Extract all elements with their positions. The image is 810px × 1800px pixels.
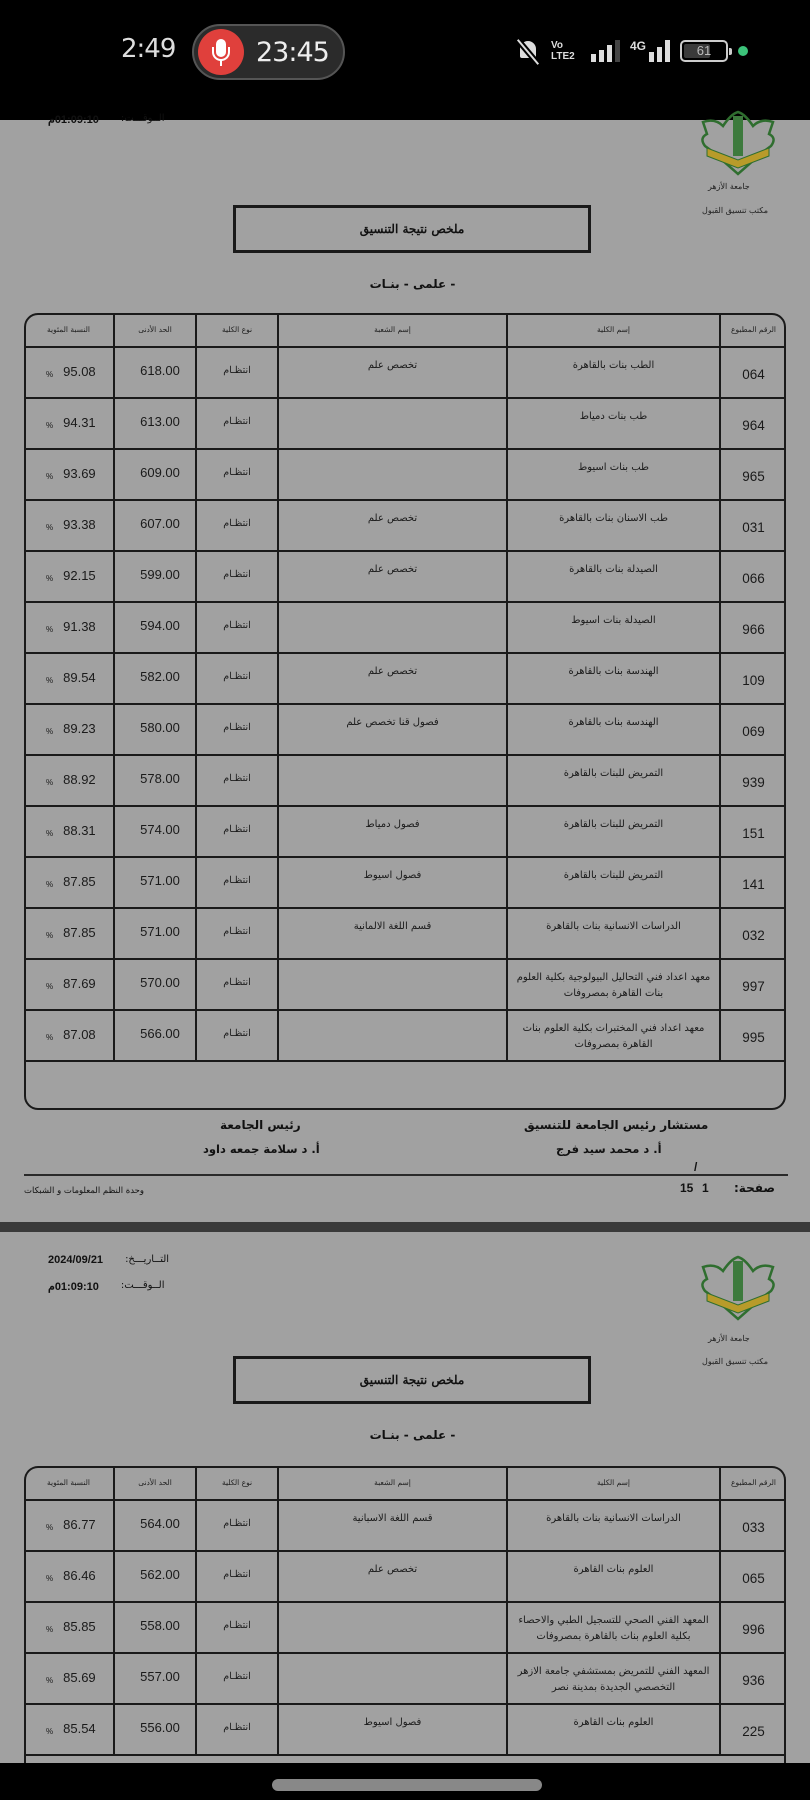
time-label: الــوقـــت: xyxy=(120,1280,165,1291)
cell-min: 599.00 xyxy=(114,551,196,602)
table-row xyxy=(24,1704,786,1755)
cell-min: 571.00 xyxy=(114,908,196,959)
page-total: 15 xyxy=(680,1181,694,1195)
cell-code: 141 xyxy=(720,857,786,908)
cell-min: 582.00 xyxy=(114,653,196,704)
cell-dept: تخصص علم xyxy=(278,500,507,551)
cell-type: انتظـام xyxy=(196,500,278,551)
cell-min: 566.00 xyxy=(114,1010,196,1061)
report-title: ملخص نتيجة التنسيق xyxy=(233,1356,591,1404)
table-row xyxy=(24,500,786,551)
cell-pct xyxy=(24,500,114,551)
table-row xyxy=(24,653,786,704)
cell-type: انتظـام xyxy=(196,908,278,959)
cell-college: التمريض للبنات بالقاهرة xyxy=(507,755,720,806)
column-header-code: الرقم المطبوع xyxy=(720,1466,786,1500)
office-name: مكتب تنسيق القبول xyxy=(702,1357,768,1366)
cell-pct xyxy=(24,1704,114,1755)
cell-pct xyxy=(24,1551,114,1602)
percent-sign: % xyxy=(46,931,54,940)
cell-code: 939 xyxy=(720,755,786,806)
cell-code: 936 xyxy=(720,1653,786,1704)
signal-4g-icon xyxy=(630,40,670,62)
cell-dept xyxy=(278,602,507,653)
cell-college: الصيدلة بنات بالقاهرة xyxy=(507,551,720,602)
cell-type: انتظـام xyxy=(196,347,278,398)
column-header-type: نوع الكلية xyxy=(196,1466,278,1500)
cell-min: 571.00 xyxy=(114,857,196,908)
signal-icon xyxy=(591,40,620,62)
cell-type: انتظـام xyxy=(196,959,278,1010)
cell-dept xyxy=(278,1010,507,1061)
signature-name-president: أ. د سلامة جمعه داود xyxy=(203,1142,320,1156)
column-header-college: إسم الكلية xyxy=(507,1466,720,1500)
percent-sign: % xyxy=(46,1033,54,1042)
percent-sign: % xyxy=(46,472,54,481)
cell-dept xyxy=(278,449,507,500)
mic-icon xyxy=(198,29,244,75)
table-row xyxy=(24,1500,786,1551)
cell-dept: تخصص علم xyxy=(278,653,507,704)
cell-pct xyxy=(24,653,114,704)
percent-value: 89.54 xyxy=(63,670,96,685)
percent-value: 88.31 xyxy=(63,823,96,838)
cell-pct xyxy=(24,755,114,806)
page-current: 1 xyxy=(702,1181,709,1195)
cell-min: 609.00 xyxy=(114,449,196,500)
table-row xyxy=(24,1010,786,1061)
cell-dept xyxy=(278,959,507,1010)
page-label: صفحة: xyxy=(734,1181,775,1195)
cell-code: 151 xyxy=(720,806,786,857)
page-slash: / xyxy=(694,1160,698,1174)
cell-dept: فصول دمياط xyxy=(278,806,507,857)
clock: 2:49 xyxy=(121,34,176,64)
footer-unit: وحدة النظم المعلومات و الشبكات xyxy=(24,1186,145,1196)
cell-min: 607.00 xyxy=(114,500,196,551)
percent-sign: % xyxy=(46,625,54,634)
cell-min: 558.00 xyxy=(114,1602,196,1653)
cell-code: 069 xyxy=(720,704,786,755)
percent-sign: % xyxy=(46,370,54,379)
cell-dept: فصول اسيوط xyxy=(278,1704,507,1755)
results-table xyxy=(24,1466,786,1756)
cell-code: 066 xyxy=(720,551,786,602)
table-row xyxy=(24,959,786,1010)
cell-code: 033 xyxy=(720,1500,786,1551)
percent-value: 85.85 xyxy=(63,1619,96,1634)
cell-dept xyxy=(278,1602,507,1653)
cell-code: 225 xyxy=(720,1704,786,1755)
percent-sign: % xyxy=(46,421,54,430)
cell-dept: قسم اللغة الاسبانية xyxy=(278,1500,507,1551)
cell-pct xyxy=(24,704,114,755)
cell-college: الهندسة بنات بالقاهرة xyxy=(507,704,720,755)
cell-type: انتظـام xyxy=(196,1500,278,1551)
percent-value: 85.69 xyxy=(63,1670,96,1685)
al-azhar-logo-icon xyxy=(693,112,783,184)
cell-college: معهد اعداد فني المختبرات بكلية العلوم بنات القاهرة بمصروفات xyxy=(507,1010,720,1061)
org-name: جامعة الأزهر xyxy=(708,182,750,191)
column-header-code: الرقم المطبوع xyxy=(720,313,786,347)
cell-college: التمريض للبنات بالقاهرة xyxy=(507,857,720,908)
table-header-row xyxy=(24,313,786,347)
cell-min: 618.00 xyxy=(114,347,196,398)
percent-sign: % xyxy=(46,778,54,787)
cell-type: انتظـام xyxy=(196,806,278,857)
cell-type: انتظـام xyxy=(196,1653,278,1704)
battery-level: 61 xyxy=(696,43,712,58)
column-header-dept: إسم الشعبة xyxy=(278,1466,507,1500)
cell-type: انتظـام xyxy=(196,398,278,449)
report-subtitle: - علمى - بنـات xyxy=(369,277,456,291)
table-header-row xyxy=(24,1466,786,1500)
cell-dept: تخصص علم xyxy=(278,551,507,602)
cell-type: انتظـام xyxy=(196,551,278,602)
cell-type: انتظـام xyxy=(196,857,278,908)
column-header-college: إسم الكلية xyxy=(507,313,720,347)
cell-college: الدراسات الانسانية بنات بالقاهرة xyxy=(507,908,720,959)
cell-code: 995 xyxy=(720,1010,786,1061)
percent-value: 93.69 xyxy=(63,466,96,481)
network-type-label: 4G xyxy=(630,39,647,53)
table-row xyxy=(24,602,786,653)
cell-college: الصيدلة بنات اسيوط xyxy=(507,602,720,653)
cell-min: 564.00 xyxy=(114,1500,196,1551)
cell-college: التمريض للبنات بالقاهرة xyxy=(507,806,720,857)
percent-sign: % xyxy=(46,829,54,838)
time-label: الــوقـــت: xyxy=(120,113,165,124)
cell-min: 574.00 xyxy=(114,806,196,857)
cell-code: 031 xyxy=(720,500,786,551)
cell-pct xyxy=(24,806,114,857)
cell-pct xyxy=(24,398,114,449)
cell-type: انتظـام xyxy=(196,1704,278,1755)
column-header-pct: النسبة المئوية xyxy=(24,313,114,347)
percent-sign: % xyxy=(46,1727,54,1736)
percent-value: 93.38 xyxy=(63,517,96,532)
cell-type: انتظـام xyxy=(196,1010,278,1061)
org-name: جامعة الأزهر xyxy=(708,1334,750,1343)
percent-sign: % xyxy=(46,982,54,991)
time-value: 01:09:10م xyxy=(48,114,99,126)
cell-type: انتظـام xyxy=(196,449,278,500)
cell-min: 578.00 xyxy=(114,755,196,806)
date-label: التــاريـــخ: xyxy=(125,1254,170,1265)
table-row xyxy=(24,398,786,449)
cell-college: الهندسة بنات بالقاهرة xyxy=(507,653,720,704)
percent-value: 86.46 xyxy=(63,1568,96,1583)
recording-indicator[interactable] xyxy=(192,24,345,80)
volte-label: Vo xyxy=(551,40,564,51)
table-row xyxy=(24,449,786,500)
cell-college: المعهد الفني للتمريض بمستشفي جامعة الازهر التخصصي الجديدة بمدينة نصر xyxy=(507,1653,720,1704)
table-row xyxy=(24,1551,786,1602)
percent-sign: % xyxy=(46,1574,54,1583)
percent-value: 85.54 xyxy=(63,1721,96,1736)
cell-pct xyxy=(24,449,114,500)
cell-type: انتظـام xyxy=(196,704,278,755)
table-row xyxy=(24,857,786,908)
percent-sign: % xyxy=(46,523,54,532)
cell-code: 965 xyxy=(720,449,786,500)
signature-title-advisor: مستشار رئيس الجامعة للتنسيق xyxy=(524,1118,709,1132)
cell-code: 065 xyxy=(720,1551,786,1602)
table-row xyxy=(24,908,786,959)
results-table xyxy=(24,313,786,1062)
percent-value: 86.77 xyxy=(63,1517,96,1532)
cell-code: 109 xyxy=(720,653,786,704)
cell-college: طب الاسنان بنات بالقاهرة xyxy=(507,500,720,551)
percent-sign: % xyxy=(46,727,54,736)
cell-code: 964 xyxy=(720,398,786,449)
footer-divider xyxy=(24,1174,788,1176)
percent-sign: % xyxy=(46,1523,54,1532)
date-value: 2024/09/21 xyxy=(48,1254,104,1266)
percent-sign: % xyxy=(46,1676,54,1685)
percent-value: 88.92 xyxy=(63,772,96,787)
percent-value: 95.08 xyxy=(63,364,96,379)
al-azhar-logo-icon xyxy=(693,1257,783,1329)
cell-dept: تخصص علم xyxy=(278,1551,507,1602)
table-row xyxy=(24,704,786,755)
table-row xyxy=(24,1653,786,1704)
cell-code: 032 xyxy=(720,908,786,959)
percent-value: 94.31 xyxy=(63,415,96,430)
status-icons xyxy=(515,36,748,66)
column-header-dept: إسم الشعبة xyxy=(278,313,507,347)
recording-timer: 23:45 xyxy=(256,37,329,68)
volte-icon xyxy=(551,40,581,62)
cell-dept xyxy=(278,398,507,449)
cell-college: العلوم بنات القاهرة xyxy=(507,1704,720,1755)
cell-code: 064 xyxy=(720,347,786,398)
cell-dept: فصول اسيوط xyxy=(278,857,507,908)
percent-value: 87.08 xyxy=(63,1027,96,1042)
signature-title-president: رئيس الجامعة xyxy=(220,1118,301,1132)
column-header-min: الحد الأدنى xyxy=(114,1466,196,1500)
cell-dept: قسم اللغة الالمانية xyxy=(278,908,507,959)
column-header-type: نوع الكلية xyxy=(196,313,278,347)
cell-min: 562.00 xyxy=(114,1551,196,1602)
cell-type: انتظـام xyxy=(196,602,278,653)
cell-min: 556.00 xyxy=(114,1704,196,1755)
print-time xyxy=(48,113,188,126)
cell-code: 997 xyxy=(720,959,786,1010)
cell-college: معهد اعداد فني التحاليل البيولوجية بكلية العلوم بنات القاهرة بمصروفات xyxy=(507,959,720,1010)
table-row xyxy=(24,1602,786,1653)
lte-label: LTE2 xyxy=(551,51,575,62)
cell-type: انتظـام xyxy=(196,1602,278,1653)
cell-pct xyxy=(24,959,114,1010)
report-title: ملخص نتيجة التنسيق xyxy=(233,205,591,253)
cell-min: 594.00 xyxy=(114,602,196,653)
percent-value: 89.23 xyxy=(63,721,96,736)
navigation-bar xyxy=(0,1763,810,1800)
time-value: 01:09:10م xyxy=(48,1281,99,1293)
percent-sign: % xyxy=(46,676,54,685)
cell-dept xyxy=(278,1653,507,1704)
cell-min: 570.00 xyxy=(114,959,196,1010)
cell-min: 613.00 xyxy=(114,398,196,449)
cell-pct xyxy=(24,1500,114,1551)
percent-value: 87.85 xyxy=(63,925,96,940)
cell-dept: فصول قنا تخصص علم xyxy=(278,704,507,755)
cell-dept: تخصص علم xyxy=(278,347,507,398)
cell-type: انتظـام xyxy=(196,1551,278,1602)
column-header-pct: النسبة المئوية xyxy=(24,1466,114,1500)
cell-pct xyxy=(24,857,114,908)
percent-value: 87.69 xyxy=(63,976,96,991)
bell-off-icon xyxy=(515,38,541,64)
cell-min: 580.00 xyxy=(114,704,196,755)
cell-min: 557.00 xyxy=(114,1653,196,1704)
percent-sign: % xyxy=(46,880,54,889)
report-subtitle: - علمى - بنـات xyxy=(369,1428,456,1442)
cell-pct xyxy=(24,1602,114,1653)
document-page-1 xyxy=(0,113,810,1222)
print-time xyxy=(48,1280,188,1293)
cell-pct xyxy=(24,908,114,959)
cell-pct xyxy=(24,347,114,398)
column-header-min: الحد الأدنى xyxy=(114,313,196,347)
document-page-2 xyxy=(0,1232,810,1763)
cell-college: طب بنات دمياط xyxy=(507,398,720,449)
cell-code: 996 xyxy=(720,1602,786,1653)
cell-college: طب بنات اسيوط xyxy=(507,449,720,500)
print-date xyxy=(48,1254,188,1266)
percent-value: 91.38 xyxy=(63,619,96,634)
percent-value: 87.85 xyxy=(63,874,96,889)
cell-code: 966 xyxy=(720,602,786,653)
percent-sign: % xyxy=(46,574,54,583)
privacy-dot-icon xyxy=(738,46,748,56)
percent-sign: % xyxy=(46,1625,54,1634)
cell-pct xyxy=(24,602,114,653)
battery-icon xyxy=(680,40,728,62)
cell-college: الطب بنات بالقاهرة xyxy=(507,347,720,398)
cell-type: انتظـام xyxy=(196,653,278,704)
cell-type: انتظـام xyxy=(196,755,278,806)
cell-college: العلوم بنات القاهرة xyxy=(507,1551,720,1602)
table-row xyxy=(24,806,786,857)
cell-college: المعهد الفني الصحي للتسجيل الطبي والاحصاء بكلية العلوم بنات بالقاهرة بمصروفات xyxy=(507,1602,720,1653)
table-row xyxy=(24,755,786,806)
office-name: مكتب تنسيق القبول xyxy=(702,206,768,215)
cell-pct xyxy=(24,1010,114,1061)
cell-pct xyxy=(24,551,114,602)
status-bar xyxy=(0,0,810,120)
page-separator xyxy=(0,1222,810,1232)
table-row xyxy=(24,347,786,398)
cell-college: الدراسات الانسانية بنات بالقاهرة xyxy=(507,1500,720,1551)
home-gesture-handle[interactable] xyxy=(272,1779,542,1791)
signature-name-advisor: أ. د محمد سيد فرج xyxy=(556,1142,662,1156)
percent-value: 92.15 xyxy=(63,568,96,583)
cell-dept xyxy=(278,755,507,806)
table-row xyxy=(24,551,786,602)
cell-pct xyxy=(24,1653,114,1704)
